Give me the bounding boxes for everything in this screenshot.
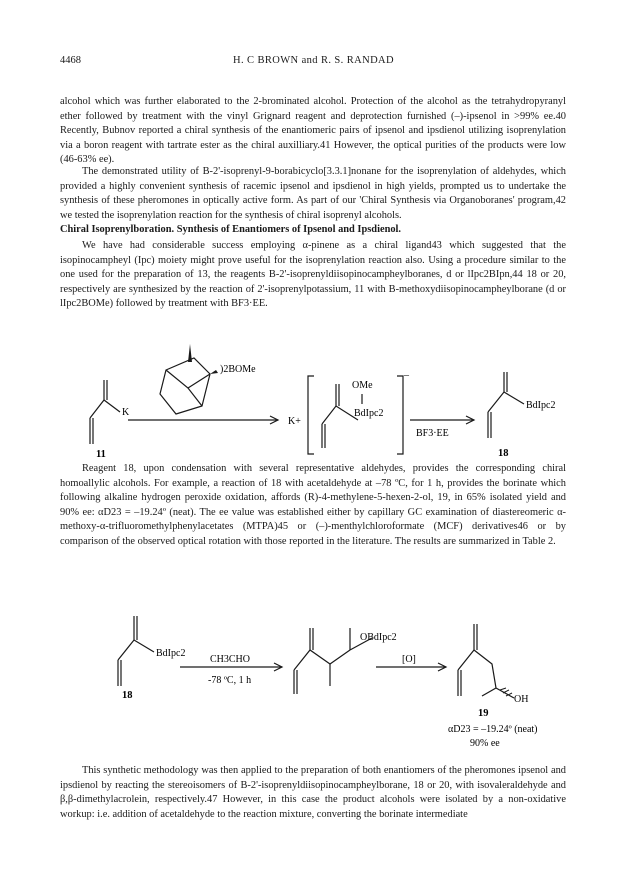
section-heading: Chiral Isoprenylboration. Synthesis of Enantiomers of Ipsenol and Ipsdienol.	[60, 224, 402, 235]
bf3-label: BF3·EE	[416, 428, 449, 439]
reagent-18-vinyl	[118, 660, 121, 686]
borinate-vinyl	[294, 670, 297, 694]
compound-11-label: 11	[96, 449, 106, 460]
alcohol-vinyl	[458, 670, 461, 696]
right-bracket	[397, 376, 403, 454]
vinyl-double-bond	[90, 418, 93, 444]
paragraph-4: Reagent 18, upon condensation with several representative aldehydes, provides the corresponding chiral homoallylic alcohols. For example, a reaction of 18 with acetaldehyde at –78 ºC, for 1 h, provides the borinate which following alkaline hydrogen peroxide oxidation, affords (R)-4-methylene-5-hexen-2-ol, 19, in 65% isolated yield and 90% ee: αD23 = –19.24º (neat). The ee value was established either by capillary GC examination of diastereomeric α-methoxy-α-trifluoromethylphenylacetates (MTPA)45 or (–)-menthylchloroformate (MCF) derivatives46 or by comparison of the observed optical rotation with those reported in the literature. The results are summarized in Table 2.	[60, 463, 566, 547]
author-line: H. C BROWN and R. S. RANDAD	[233, 55, 395, 66]
ate-methylene	[336, 384, 339, 406]
product-methylene	[504, 372, 507, 392]
rotation-label: αD23 = –19.24º (neat)	[448, 724, 538, 735]
paragraph-1: alcohol which was further elaborated to the 2-brominated alcohol. Protection of the alcohol as the tetrahydropyranyl ether followed by treatment with the vinyl Grignard reagent and deprotection furnished (–)-ipsenol in >99% ee.40 Recently, Bubnov reported a chiral synthesis of the enantiomeric pairs of ipsenol and ipsdienol utilizing isoprenylation via a boron reagent with tartrate ester as the chiral auxilliary.41 However, the optical purities of the products were low (46-63% ee).	[60, 96, 566, 166]
bipc-label: BdIpc2	[354, 408, 384, 419]
ome-label: OMe	[352, 380, 373, 391]
reagent-18-methylene	[134, 616, 137, 640]
reaction-scheme-1	[60, 336, 566, 460]
left-bracket	[308, 376, 314, 454]
oxidation-label: [O]	[402, 654, 416, 665]
product-skeleton	[488, 392, 524, 412]
aldehyde-label: CH3CHO	[210, 654, 251, 665]
compound-18-label: 18	[498, 448, 509, 459]
borinate-skeleton	[294, 650, 350, 670]
product-vinyl	[488, 412, 491, 438]
reagent-boron-label: BdIpc2	[156, 648, 186, 659]
conditions-label: -78 ºC, 1 h	[208, 675, 252, 686]
reagent-label: )2BOMe	[220, 364, 256, 375]
borinate-label: OBdIpc2	[360, 632, 397, 643]
product-boron-label: BdIpc2	[526, 400, 556, 411]
isoprenyl-skeleton	[90, 400, 120, 418]
hash-bond	[210, 370, 218, 374]
paragraph-2: The demonstrated utility of B-2'-isoprenyl-9-borabicyclo[3.3.1]nonane for the isoprenylation of aldehydes, which provided a highly convenient synthesis of racemic ipsenol and ipsdienol in high yields, prompted us to undertake the synthesis of these pheromones in optically active form. As part of our 'Chiral Synthesis via Organoboranes' program,42 we tested the isoprenylation reaction for the synthesis of chiral isoprenyl alcohols.	[60, 166, 566, 221]
hashed-wedge	[500, 688, 512, 696]
alcohol-skeleton	[458, 650, 514, 698]
ate-skeleton	[322, 406, 358, 424]
borinate-methylene	[310, 628, 313, 650]
ate-vinyl	[322, 424, 325, 448]
paragraph-5: This synthetic methodology was then applied to the preparation of both enantiomers of the pheromones ipsenol and ipsdienol by reacting the stereoisomers of B-2'-isoprenyldiisopinocampheylborane, 18 or 20, with isovaleraldehyde and β,β-dimethylacrolein, respectively.47 However, in this case the product alcohols were isolated by a non-oxidative workup: i.e. addition of acetaldehyde to the reaction mixture, converting the borinate intermediate	[60, 765, 566, 820]
methyl-bond	[482, 688, 496, 696]
anion-charge: –	[404, 370, 409, 381]
wedge-bond	[188, 344, 192, 362]
ee-label: 90% ee	[470, 738, 500, 749]
paragraph-3: We have had considerable success employing α-pinene as a chiral ligand43 which suggested that the isopinocampheyl (Ipc) moiety might prove useful for the isoprenylation reaction also. Using a procedure similar to the one used for the preparation of 13, the reagents B-2'-isoprenyldiisopinocampheylboranes, d or lIpc2BIpn,44 18 or 20, respectively are synthesized by the reaction of 2'-isoprenylpotassium, 11 with B-methoxydiisopinocampheylborane (d or lIpc2BOMe) followed by treatment with BF3·EE.	[60, 240, 566, 310]
compound-18-label-2: 18	[122, 690, 133, 701]
compound-19-label: 19	[478, 708, 489, 719]
potassium-label: K	[122, 407, 130, 418]
hydroxyl-label: OH	[514, 694, 529, 705]
reagent-18-skeleton	[118, 640, 154, 660]
alcohol-methylene	[474, 624, 477, 650]
page-number: 4468	[60, 55, 81, 66]
k-plus-label: K+	[288, 416, 301, 427]
methylene-double-bond	[104, 380, 107, 400]
reaction-scheme-2	[60, 590, 566, 750]
